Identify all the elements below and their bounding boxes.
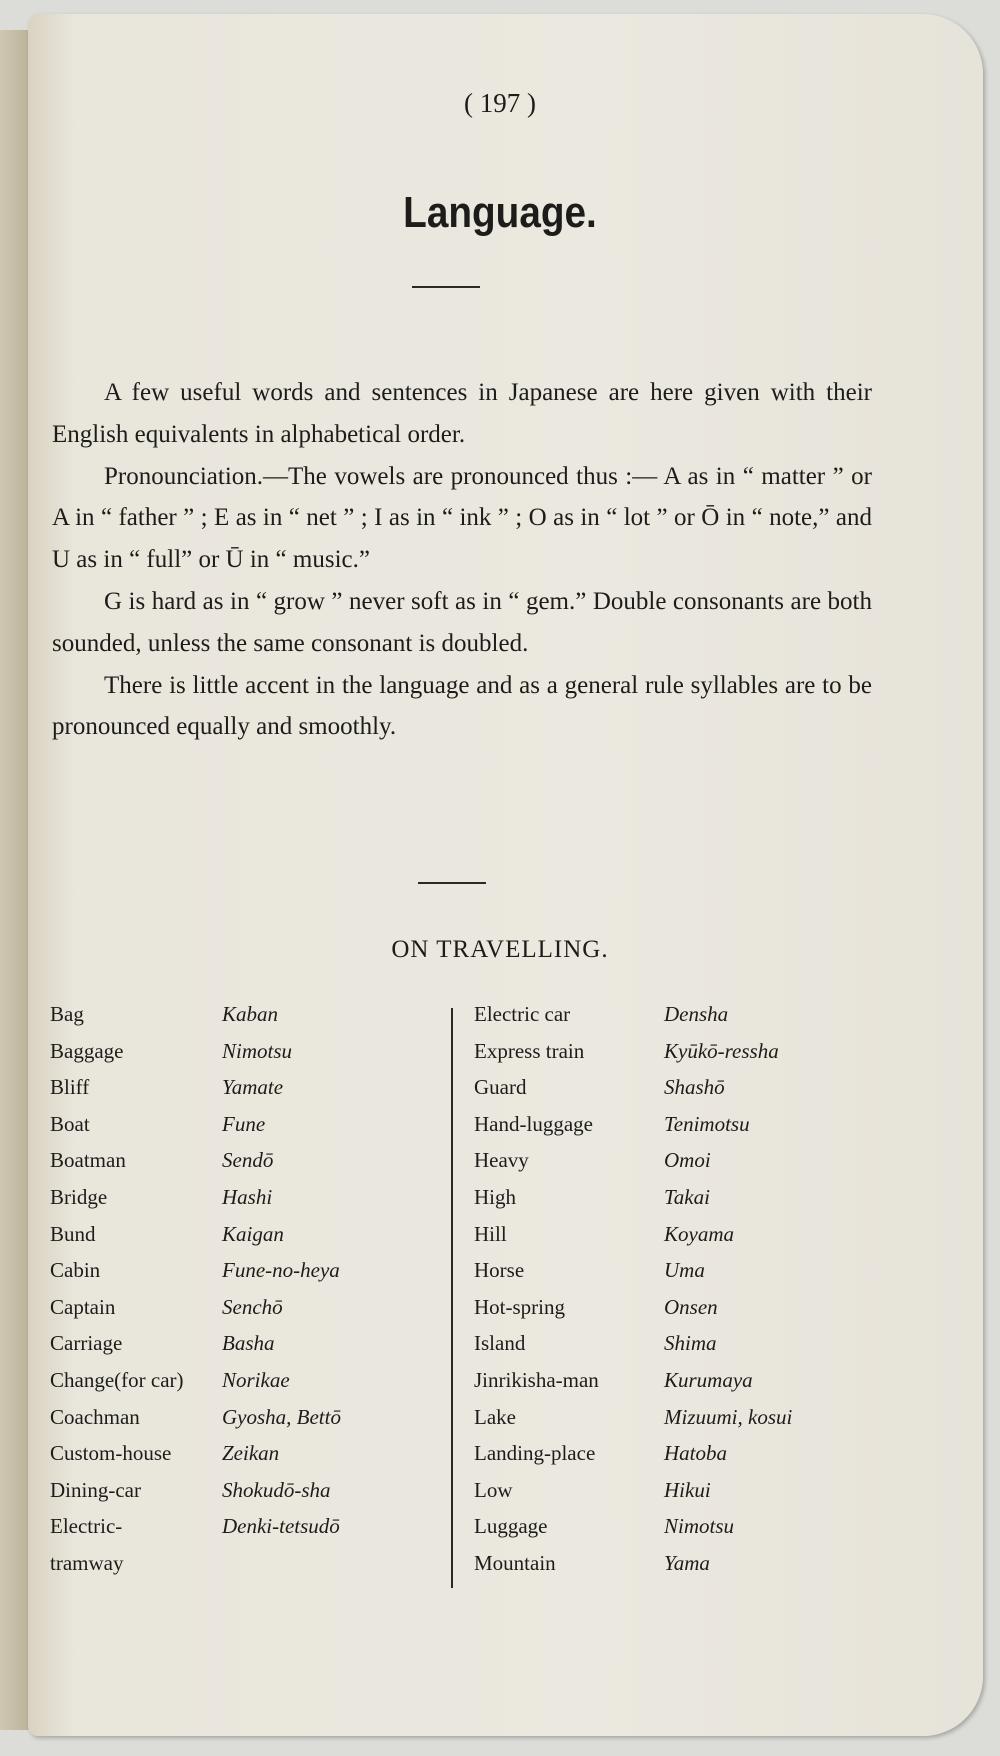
japanese-term: Nimotsu: [664, 1514, 735, 1539]
vocab-row: [474, 1185, 874, 1222]
japanese-term: Shashō: [664, 1075, 725, 1100]
vocab-row: [50, 1295, 450, 1332]
japanese-term: Kaban: [222, 1002, 279, 1026]
english-term: Boat: [50, 1111, 90, 1136]
vocab-row: [474, 1478, 874, 1515]
english-term: Bridge: [50, 1184, 108, 1209]
english-term: Hand-luggage: [474, 1111, 593, 1136]
english-term: Cabin: [50, 1258, 101, 1283]
japanese-term: Densha: [664, 1002, 729, 1026]
japanese-term: Uma: [664, 1258, 705, 1283]
japanese-term: Norikae: [222, 1367, 290, 1392]
japanese-term: Senchō: [222, 1294, 283, 1319]
japanese-term: Tenimotsu: [664, 1111, 750, 1136]
vocab-row: [50, 1075, 450, 1112]
english-term: Lake: [474, 1404, 516, 1429]
english-term: Heavy: [474, 1148, 529, 1173]
intro-text: [52, 372, 872, 748]
english-term: Coachman: [50, 1404, 140, 1429]
vocab-row: [474, 1075, 874, 1112]
vocab-row: [50, 1368, 450, 1405]
intro-paragraph: Pronounciation.—The vowels are pronounced thus :— A as in “ matter ” or A in “ father ” ; E as in “ net ” ; I as in “ ink ” ; O as in “ lot ” or Ō in “ note,” and U as in “ full” or Ū in “ music.”: [52, 462, 872, 574]
english-term: Island: [474, 1331, 526, 1356]
english-term: High: [474, 1184, 516, 1209]
japanese-term: Koyama: [664, 1221, 734, 1246]
english-term: Bund: [50, 1221, 96, 1246]
vocab-row: [474, 1368, 874, 1405]
japanese-term: Kurumaya: [664, 1367, 753, 1392]
vocab-row: [474, 1039, 874, 1076]
japanese-term: Omoi: [664, 1148, 711, 1173]
english-term: Bag: [50, 1002, 84, 1026]
intro-paragraph: G is hard as in “ grow ” never soft as in “ gem.” Double consonants are both sounded, unless the same consonant is doubled.: [52, 587, 872, 657]
japanese-term: Hatoba: [664, 1441, 727, 1466]
japanese-term: Takai: [664, 1184, 710, 1209]
japanese-term: Kaigan: [222, 1221, 284, 1246]
section-heading: ON TRAVELLING.: [391, 936, 609, 963]
vocab-row: [50, 1551, 450, 1588]
english-term: Change(for car): [50, 1367, 184, 1392]
japanese-term: Fune-no-heya: [222, 1258, 340, 1283]
vocab-row: [474, 1295, 874, 1332]
english-term: Boatman: [50, 1148, 126, 1173]
vocab-row: [50, 1112, 450, 1149]
japanese-term: Fune: [222, 1111, 266, 1136]
japanese-term: Mizuumi, kosui: [664, 1404, 793, 1429]
vocab-row: [474, 1222, 874, 1259]
vocab-row: [474, 1551, 874, 1588]
japanese-term: Zeikan: [222, 1441, 280, 1466]
japanese-term: Yamate: [222, 1075, 284, 1100]
english-term: Captain: [50, 1294, 116, 1319]
english-term: Custom-house: [50, 1441, 172, 1466]
english-term: Express train: [474, 1038, 585, 1063]
english-term: Bliff: [50, 1075, 90, 1100]
english-term: Electric-: [50, 1514, 123, 1539]
vocab-row: [474, 1112, 874, 1149]
english-term: Hill: [474, 1221, 507, 1246]
english-term: Hot-spring: [474, 1294, 565, 1319]
intro-paragraph: A few useful words and sentences in Japanese are here given with their English equivalents in alphabetical order.: [52, 379, 872, 448]
vocab-row: [50, 1478, 450, 1515]
vocab-row: [50, 1039, 450, 1076]
japanese-term: Gyosha, Bettō: [222, 1404, 341, 1429]
vocab-row: [50, 1185, 450, 1222]
english-term: Horse: [474, 1258, 525, 1283]
japanese-term: Nimotsu: [222, 1038, 293, 1063]
english-term: Baggage: [50, 1038, 124, 1063]
vocab-row: [50, 1222, 450, 1259]
divider-rule: [412, 286, 480, 288]
japanese-term: Basha: [222, 1331, 275, 1356]
intro-paragraph: There is little accent in the language and as a general rule syllables are to be pronounced equally and smoothly.: [52, 671, 872, 741]
english-term: Mountain: [474, 1550, 556, 1575]
english-term: Landing-place: [474, 1441, 596, 1466]
vocab-row: [50, 1258, 450, 1295]
vocab-row: [474, 1258, 874, 1295]
japanese-term: Yama: [664, 1550, 710, 1575]
japanese-term: Shima: [664, 1331, 717, 1356]
japanese-term: Onsen: [664, 1294, 718, 1319]
vocab-row: [50, 1514, 450, 1551]
vocab-column-right: [474, 1002, 874, 1588]
page-number: ( 197 ): [464, 88, 536, 118]
japanese-term: Sendō: [222, 1148, 274, 1173]
english-term: Luggage: [474, 1514, 548, 1539]
japanese-term: Shokudō-sha: [222, 1477, 331, 1502]
japanese-term: Kyūkō-ressha: [664, 1038, 779, 1063]
vocab-row: [474, 1331, 874, 1368]
japanese-term: Hashi: [222, 1184, 273, 1209]
english-term: Dining-car: [50, 1477, 141, 1502]
page-title: Language.: [403, 188, 597, 237]
vocab-row: [50, 1331, 450, 1368]
english-term: tramway: [50, 1550, 124, 1575]
english-term: Carriage: [50, 1331, 123, 1356]
japanese-term: Hikui: [664, 1477, 711, 1502]
vocab-row: [50, 1441, 450, 1478]
divider-rule: [418, 882, 486, 884]
english-term: Jinrikisha-man: [474, 1367, 599, 1392]
english-term: Electric car: [474, 1002, 571, 1026]
vocab-row: [474, 1441, 874, 1478]
english-term: Guard: [474, 1075, 527, 1100]
column-divider: [451, 1008, 453, 1588]
vocab-row: [50, 1148, 450, 1185]
english-term: Low: [474, 1477, 513, 1502]
vocab-column-left: [50, 1002, 450, 1588]
vocab-row: [50, 1405, 450, 1442]
japanese-term: Denki-tetsudō: [222, 1514, 340, 1539]
vocab-row: [474, 1148, 874, 1185]
vocab-row: [50, 1002, 450, 1039]
vocab-row: [474, 1514, 874, 1551]
vocab-row: [474, 1405, 874, 1442]
vocab-row: [474, 1002, 874, 1039]
